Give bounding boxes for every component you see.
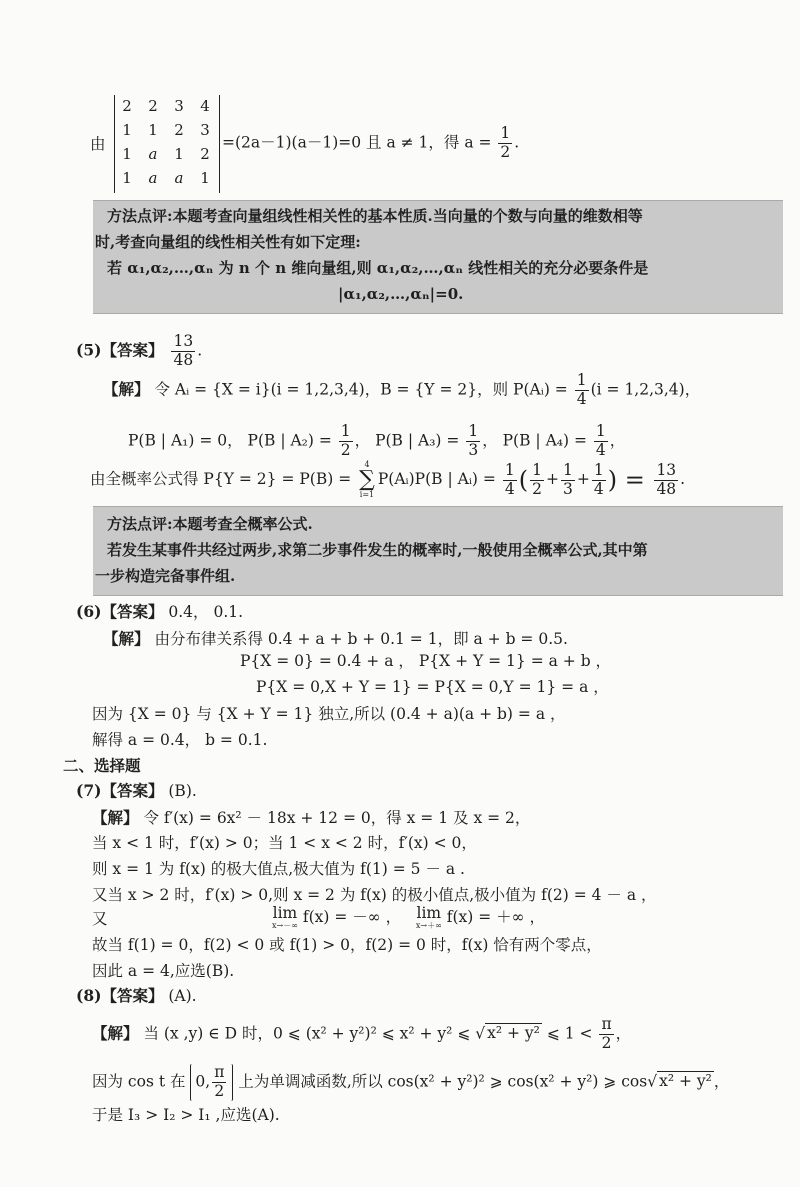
det-cell: 1 xyxy=(200,169,210,187)
box2-line-2: 若发生某事件共经过两步,求第二步事件发生的概率时,一般使用全概率公式,其中第 xyxy=(107,541,648,559)
det-cell: 1 xyxy=(174,145,184,163)
box1-line-4: |α₁,α₂,…,αₙ|=0. xyxy=(338,285,464,303)
box2-line-1: 方法点评:本题考查全概率公式. xyxy=(107,515,313,533)
q6-label: (6)【答案】 0.4， 0.1. xyxy=(76,602,244,621)
det-equation: =(2a－1)(a－1)=0 且 a ≠ 1，得 a = $\frac{1}{2}$ . xyxy=(222,124,520,161)
determinant xyxy=(114,95,220,193)
det-cell: 2 xyxy=(200,145,210,163)
q8-label: (8)【答案】 (A). xyxy=(76,986,197,1005)
q6-line-2: P{X = 0} = 0.4 + a ， P{X + Y = 1} = a + b ， xyxy=(240,652,612,670)
det-cell: a xyxy=(148,145,158,163)
det-cell: 1 xyxy=(148,121,158,139)
q8-line-3: 于是 I₃ > I₂ > I₁ ,应选(A). xyxy=(92,1106,280,1124)
q7-label: (7)【答案】 (B). xyxy=(76,781,197,800)
q5-line-3: 由全概率公式得 P{Y = 2} = P(B) = 4 ∑ i=1 P(Aᵢ)P(B | Aᵢ) = $\frac{1}{4}$ ( $\frac{1}{2}$ + $\frac{1}{3}$ + $\frac{1}{4}$ ) = $\frac{13}{48}$ . xyxy=(90,460,686,499)
q7-line-7: 因此 a = 4,应选(B). xyxy=(92,962,235,980)
method-comment-box-1 xyxy=(93,200,783,314)
det-cell: 3 xyxy=(200,121,210,139)
det-cell: 1 xyxy=(122,121,132,139)
det-cell: 1 xyxy=(122,169,132,187)
q6-line-1: 【解】 由分布律关系得 0.4 + a + b + 0.1 = 1，即 a + b = 0.5. xyxy=(103,629,568,648)
det-prefix: 由 xyxy=(90,135,106,153)
det-cell: a xyxy=(148,169,158,187)
det-cell: a xyxy=(174,169,184,187)
q6-line-5: 解得 a = 0.4， b = 0.1. xyxy=(92,731,268,749)
q6-line-3: P{X = 0,X + Y = 1} = P{X = 0,Y = 1} = a ， xyxy=(256,678,609,696)
q7-line-1: 【解】 令 f′(x) = 6x² － 18x + 12 = 0，得 x = 1 及 x = 2， xyxy=(92,808,531,827)
det-cell: 1 xyxy=(122,145,132,163)
det-cell: 2 xyxy=(148,97,158,115)
q7-limits: lim x→－∞ f(x) = －∞ ， lim x→＋∞ f(x) = ＋∞ ， xyxy=(272,904,545,930)
det-cell: 4 xyxy=(200,97,210,115)
q7-line-6: 故当 f(1) = 0，f(2) < 0 或 f(1) > 0，f(2) = 0 时，f(x) 恰有两个零点， xyxy=(92,936,602,954)
box1-line-2: 时,考查向量组的线性相关性有如下定理: xyxy=(95,233,361,251)
q7-line-4: 又当 x > 2 时，f′(x) > 0,则 x = 2 为 f(x) 的极小值点,极小值为 f(2) = 4 － a ， xyxy=(92,886,657,904)
q6-line-4: 因为 {X = 0} 与 {X + Y = 1} 独立,所以 (0.4 + a)(a + b) = a ， xyxy=(92,705,566,723)
method-comment-box-2 xyxy=(93,506,783,596)
q7-line-2: 当 x < 1 时，f′(x) > 0；当 1 < x < 2 时，f′(x) < 0， xyxy=(92,834,477,852)
box2-line-3: 一步构造完备事件组. xyxy=(95,567,236,585)
section-heading: 二、选择题 xyxy=(63,756,141,775)
q5-line-1: 【解】 令 Aᵢ = {X = i}(i = 1,2,3,4)，B = {Y = 2}，则 P(Aᵢ) = $\frac{1}{4}$ (i = 1,2,3,4)， xyxy=(103,371,701,408)
q5-line-2: P(B | A₁) = 0， P(B | A₂) = $\frac{1}{2}$ ， P(B | A₃) = $\frac{1}{3}$ ， P(B | A₄) = $\frac{1}{4}$ ， xyxy=(128,422,626,459)
box1-line-3: 若 α₁,α₂,…,αₙ 为 n 个 n 维向量组,则 α₁,α₂,…,αₙ 线性相关的充分必要条件是 xyxy=(107,259,649,277)
q8-line-1: 【解】 当 (x ,y) ∈ D 时，0 ⩽ (x² + y²)² ⩽ x² + y² ⩽ √ x² + y² ⩽ 1 < $\frac{\pi}{2}$ ， xyxy=(92,1015,632,1052)
q5-label: (5)【答案】 $\frac{13}{48}$ . xyxy=(76,332,203,369)
det-cell: 2 xyxy=(122,97,132,115)
q8-line-2: 因为 cos t 在 0, $\frac{\pi}{2}$ 上为单调减函数,所以 cos(x² + y²)² ⩾ cos(x² + y²) ⩾ cos√ x² + y² ， xyxy=(92,1063,730,1100)
box1-line-1: 方法点评:本题考查向量组线性相关性的基本性质.当向量的个数与向量的维数相等 xyxy=(107,207,643,225)
det-cell: 3 xyxy=(174,97,184,115)
q7-line-5: 又 xyxy=(92,910,108,928)
q7-line-3: 则 x = 1 为 f(x) 的极大值点,极大值为 f(1) = 5 － a . xyxy=(92,860,465,878)
det-cell: 2 xyxy=(174,121,184,139)
